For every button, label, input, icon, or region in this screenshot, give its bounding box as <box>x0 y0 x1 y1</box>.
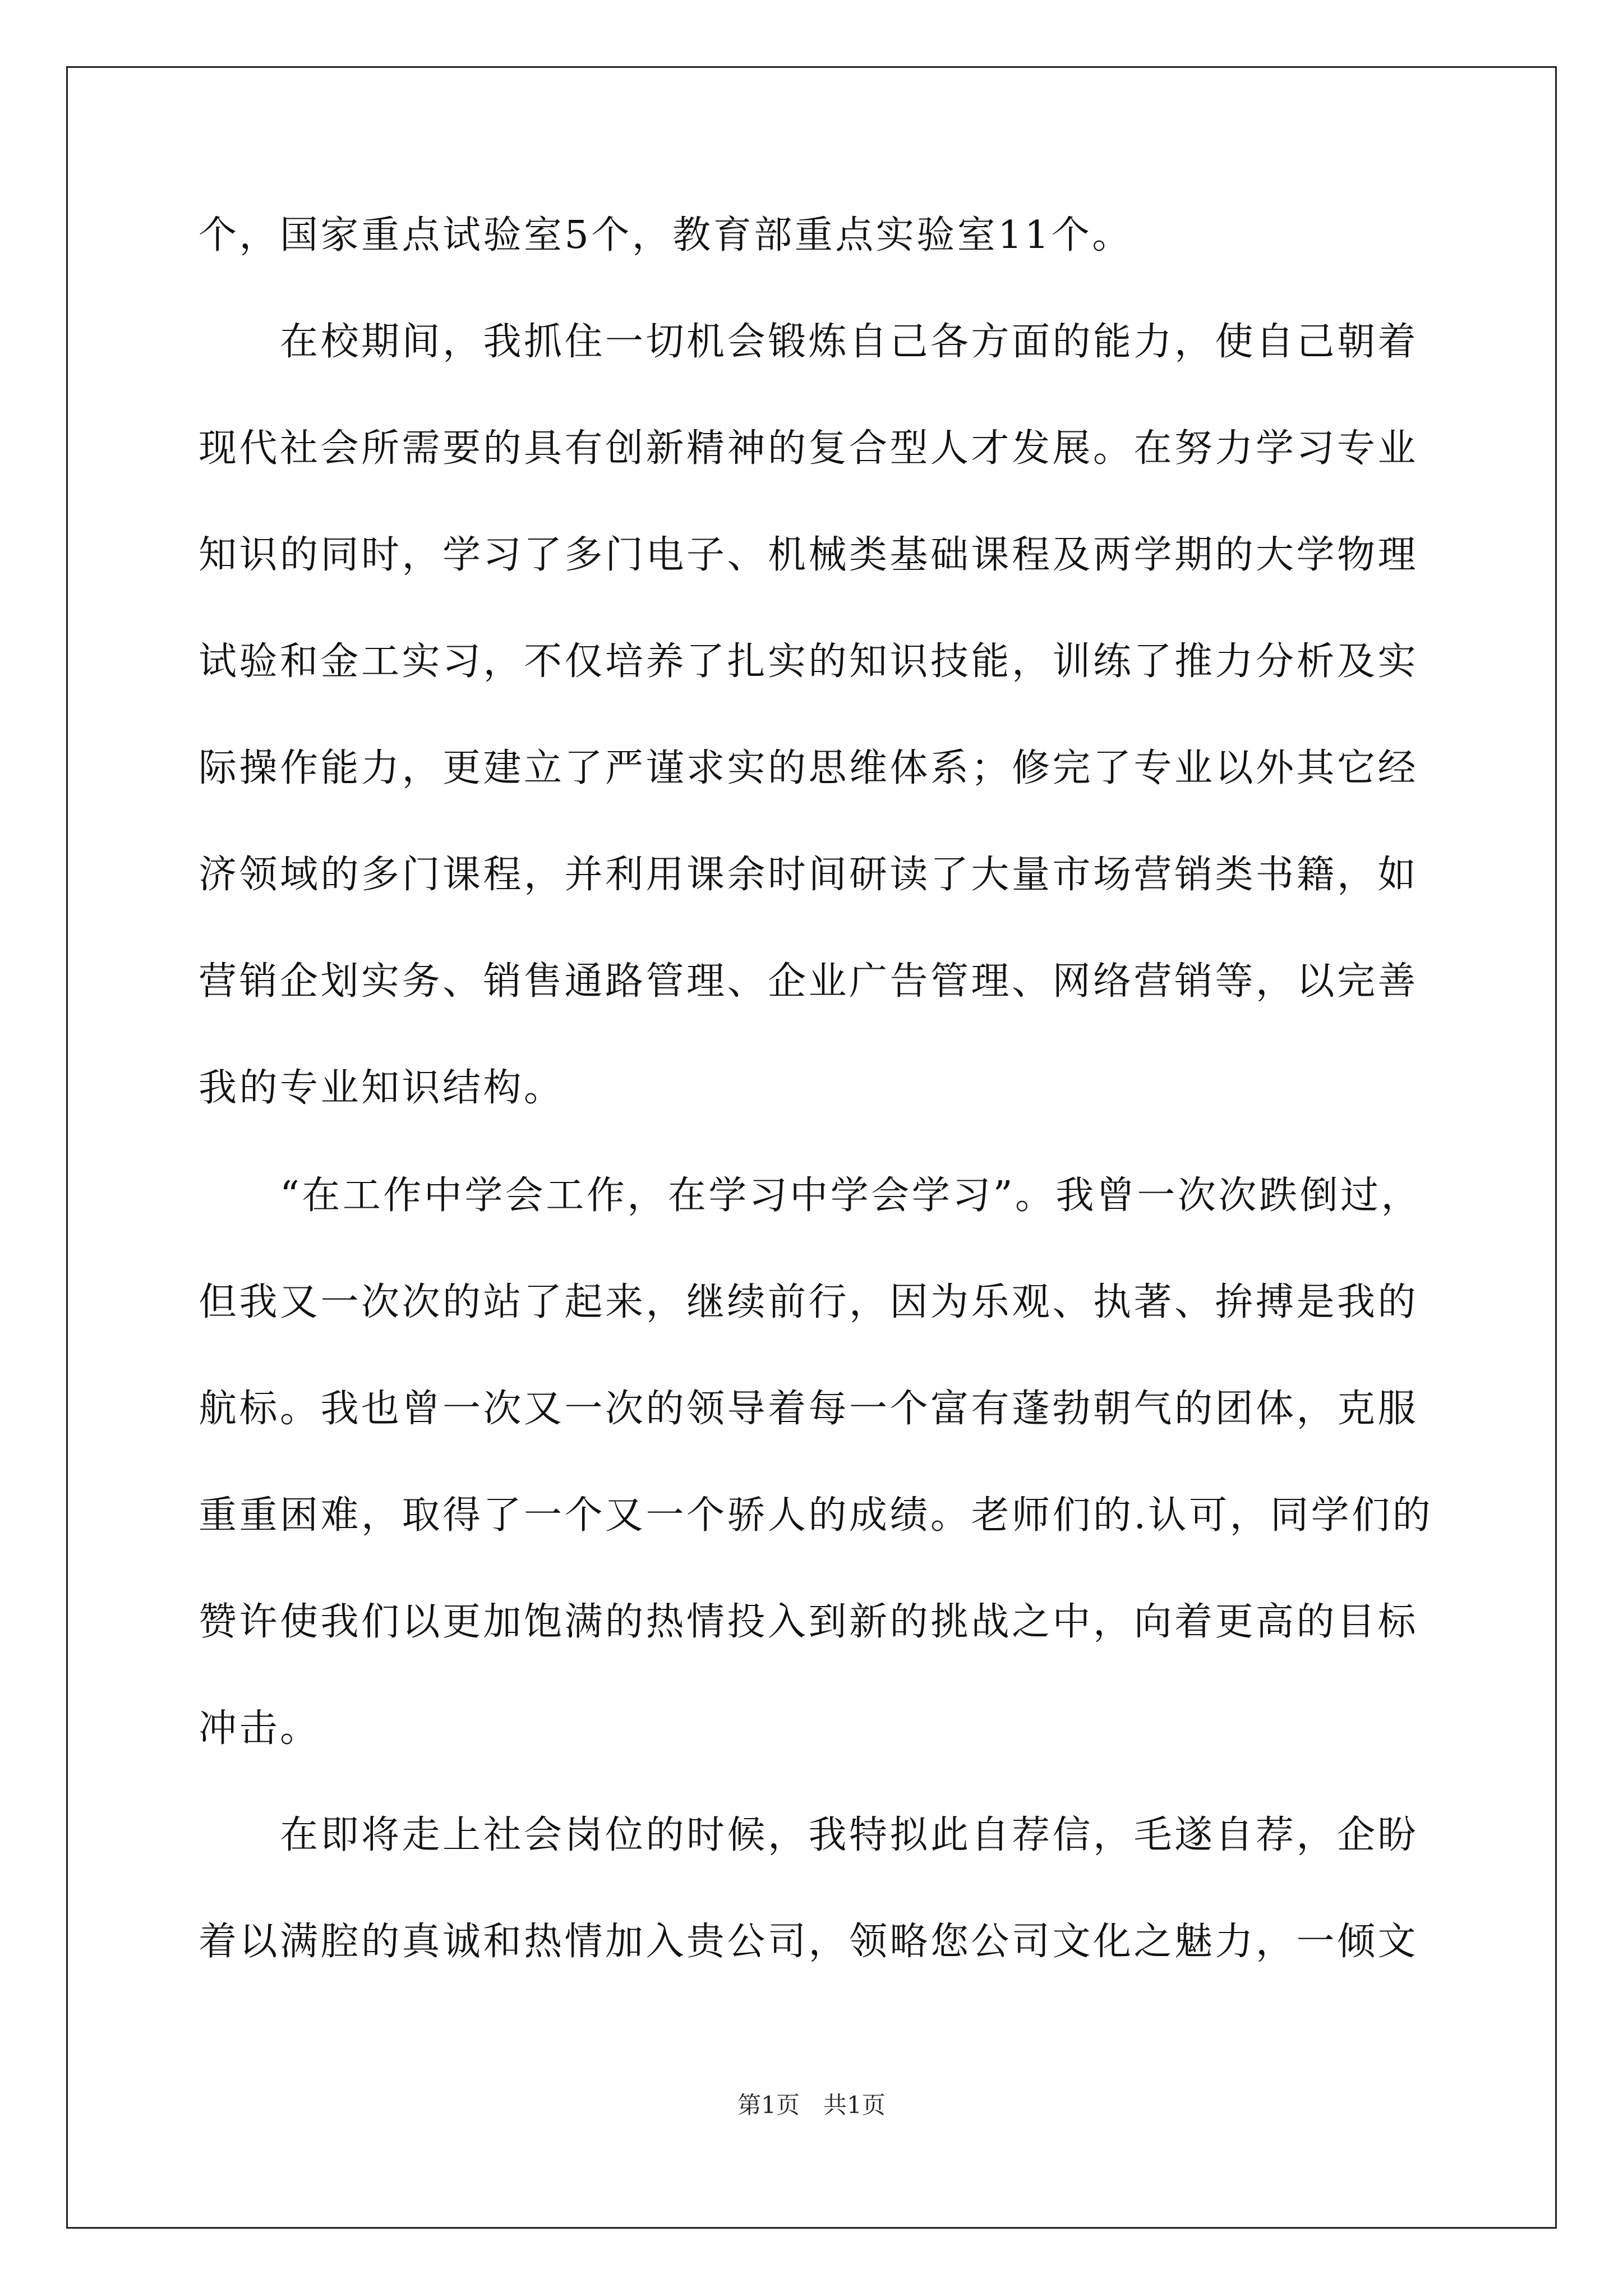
text-line: 知识的同时，学习了多门电子、机械类基础课程及两学期的大学物理 <box>199 533 1419 577</box>
page-border <box>66 66 1557 2229</box>
text-line: 际操作能力，更建立了严谨求实的思维体系；修完了专业以外其它经 <box>199 746 1419 790</box>
text-line: 我的专业知识结构。 <box>199 1066 565 1110</box>
text-line: 试验和金工实习，不仅培养了扎实的知识技能，训练了推力分析及实 <box>199 639 1419 684</box>
text-line: 着以满腔的真诚和热情加入贵公司，领略您公司文化之魅力，一倾文 <box>199 1920 1419 1964</box>
text-line: 重重困难，取得了一个又一个骄人的成绩。老师们的.认可，同学们的 <box>199 1493 1433 1538</box>
text-line: “在工作中学会工作，在学习中学会学习”。我曾一次次跌倒过， <box>199 1174 1422 1218</box>
text-line: 济领域的多门课程，并利用课余时间研读了大量市场营销类书籍，如 <box>199 853 1419 897</box>
page-footer: 第1页 共1页 <box>737 2091 886 2119</box>
text-line: 现代社会所需要的具有创新精神的复合型人才发展。在努力学习专业 <box>199 426 1419 471</box>
text-line: 营销企划实务、销售通路管理、企业广告管理、网络营销等，以完善 <box>199 959 1419 1004</box>
text-line: 航标。我也曾一次又一次的领导着每一个富有蓬勃朝气的团体，克服 <box>199 1387 1419 1431</box>
text-line: 赞许使我们以更加饱满的热情投入到新的挑战之中，向着更高的目标 <box>199 1600 1419 1644</box>
text-line: 但我又一次次的站了起来，继续前行，因为乐观、执著、拚搏是我的 <box>199 1280 1419 1324</box>
text-line: 在校期间，我抓住一切机会锻炼自己各方面的能力，使自己朝着 <box>199 320 1419 364</box>
text-line: 在即将走上社会岗位的时候，我特拟此自荐信，毛遂自荐，企盼 <box>199 1813 1419 1857</box>
text-line: 个，国家重点试验室5个，教育部重点实验室11个。 <box>199 213 1133 257</box>
text-line: 冲击。 <box>199 1706 321 1751</box>
